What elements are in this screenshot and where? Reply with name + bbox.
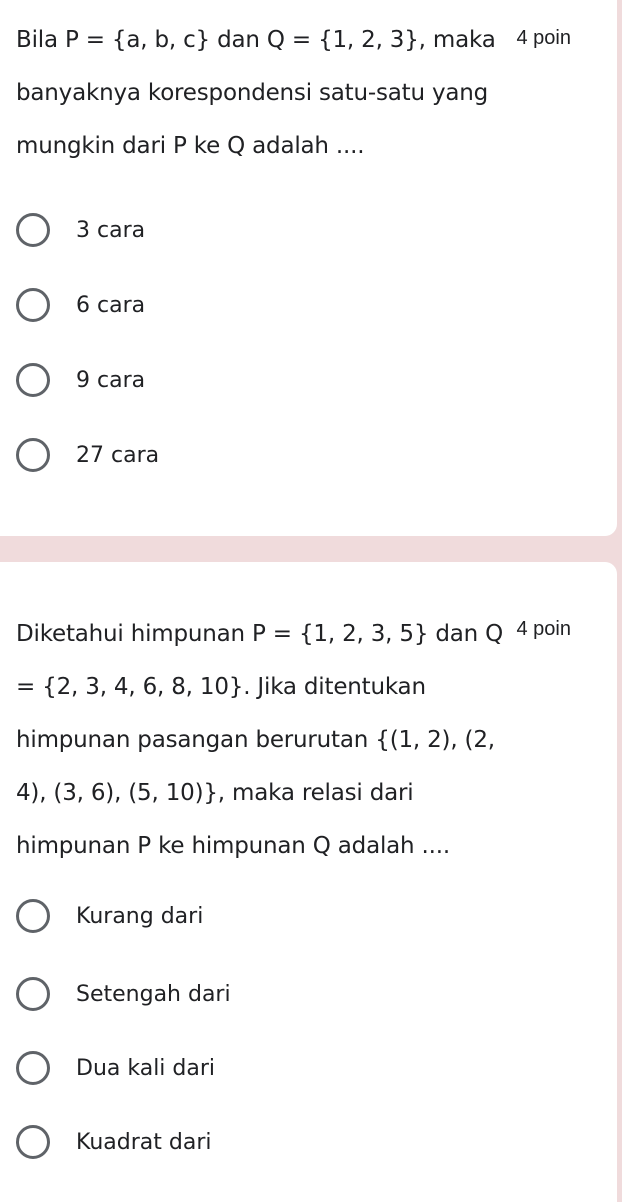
option-kuadrat-dari[interactable] [16,1122,211,1162]
option-label: 3 cara [76,217,146,243]
points-label: 4 poin [516,618,571,640]
radio-button[interactable] [16,1125,50,1159]
radio-button[interactable] [16,213,50,247]
option-label: Dua kali dari [76,1055,216,1081]
option-label: Setengah dari [76,981,231,1007]
option-kurang-dari[interactable] [16,896,203,936]
radio-button[interactable] [16,899,50,933]
question-card-2 [0,562,617,1202]
radio-button[interactable] [16,977,50,1011]
option-27-cara[interactable] [16,435,159,475]
question-card-1 [0,0,617,536]
radio-button[interactable] [16,288,50,322]
points-label: 4 poin [516,27,571,49]
option-3-cara[interactable] [16,210,145,250]
question-text: Diketahui himpunan P = {1, 2, 3, 5} dan Q = {2, 3, 4, 6, 8, 10}. Jika ditentukan himpunan pasangan berurutan {(1, 2), (2, 4), (3, 6), (5, 10)}, maka relasi dari himpunan P ke himpunan Q adalah .... [16,621,504,859]
option-dua-kali-dari[interactable] [16,1048,215,1088]
option-label: Kuadrat dari [76,1129,212,1155]
option-label: Kurang dari [76,903,204,929]
option-6-cara[interactable] [16,285,145,325]
radio-button[interactable] [16,438,50,472]
radio-button[interactable] [16,363,50,397]
option-label: 6 cara [76,292,146,318]
option-label: 9 cara [76,367,146,393]
option-9-cara[interactable] [16,360,145,400]
radio-button[interactable] [16,1051,50,1085]
option-setengah-dari[interactable] [16,974,231,1014]
option-label: 27 cara [76,442,160,468]
question-text: Bila P = {a, b, c} dan Q = {1, 2, 3}, maka banyaknya korespondensi satu-satu yang mungkin dari P ke Q adalah .... [16,27,496,159]
